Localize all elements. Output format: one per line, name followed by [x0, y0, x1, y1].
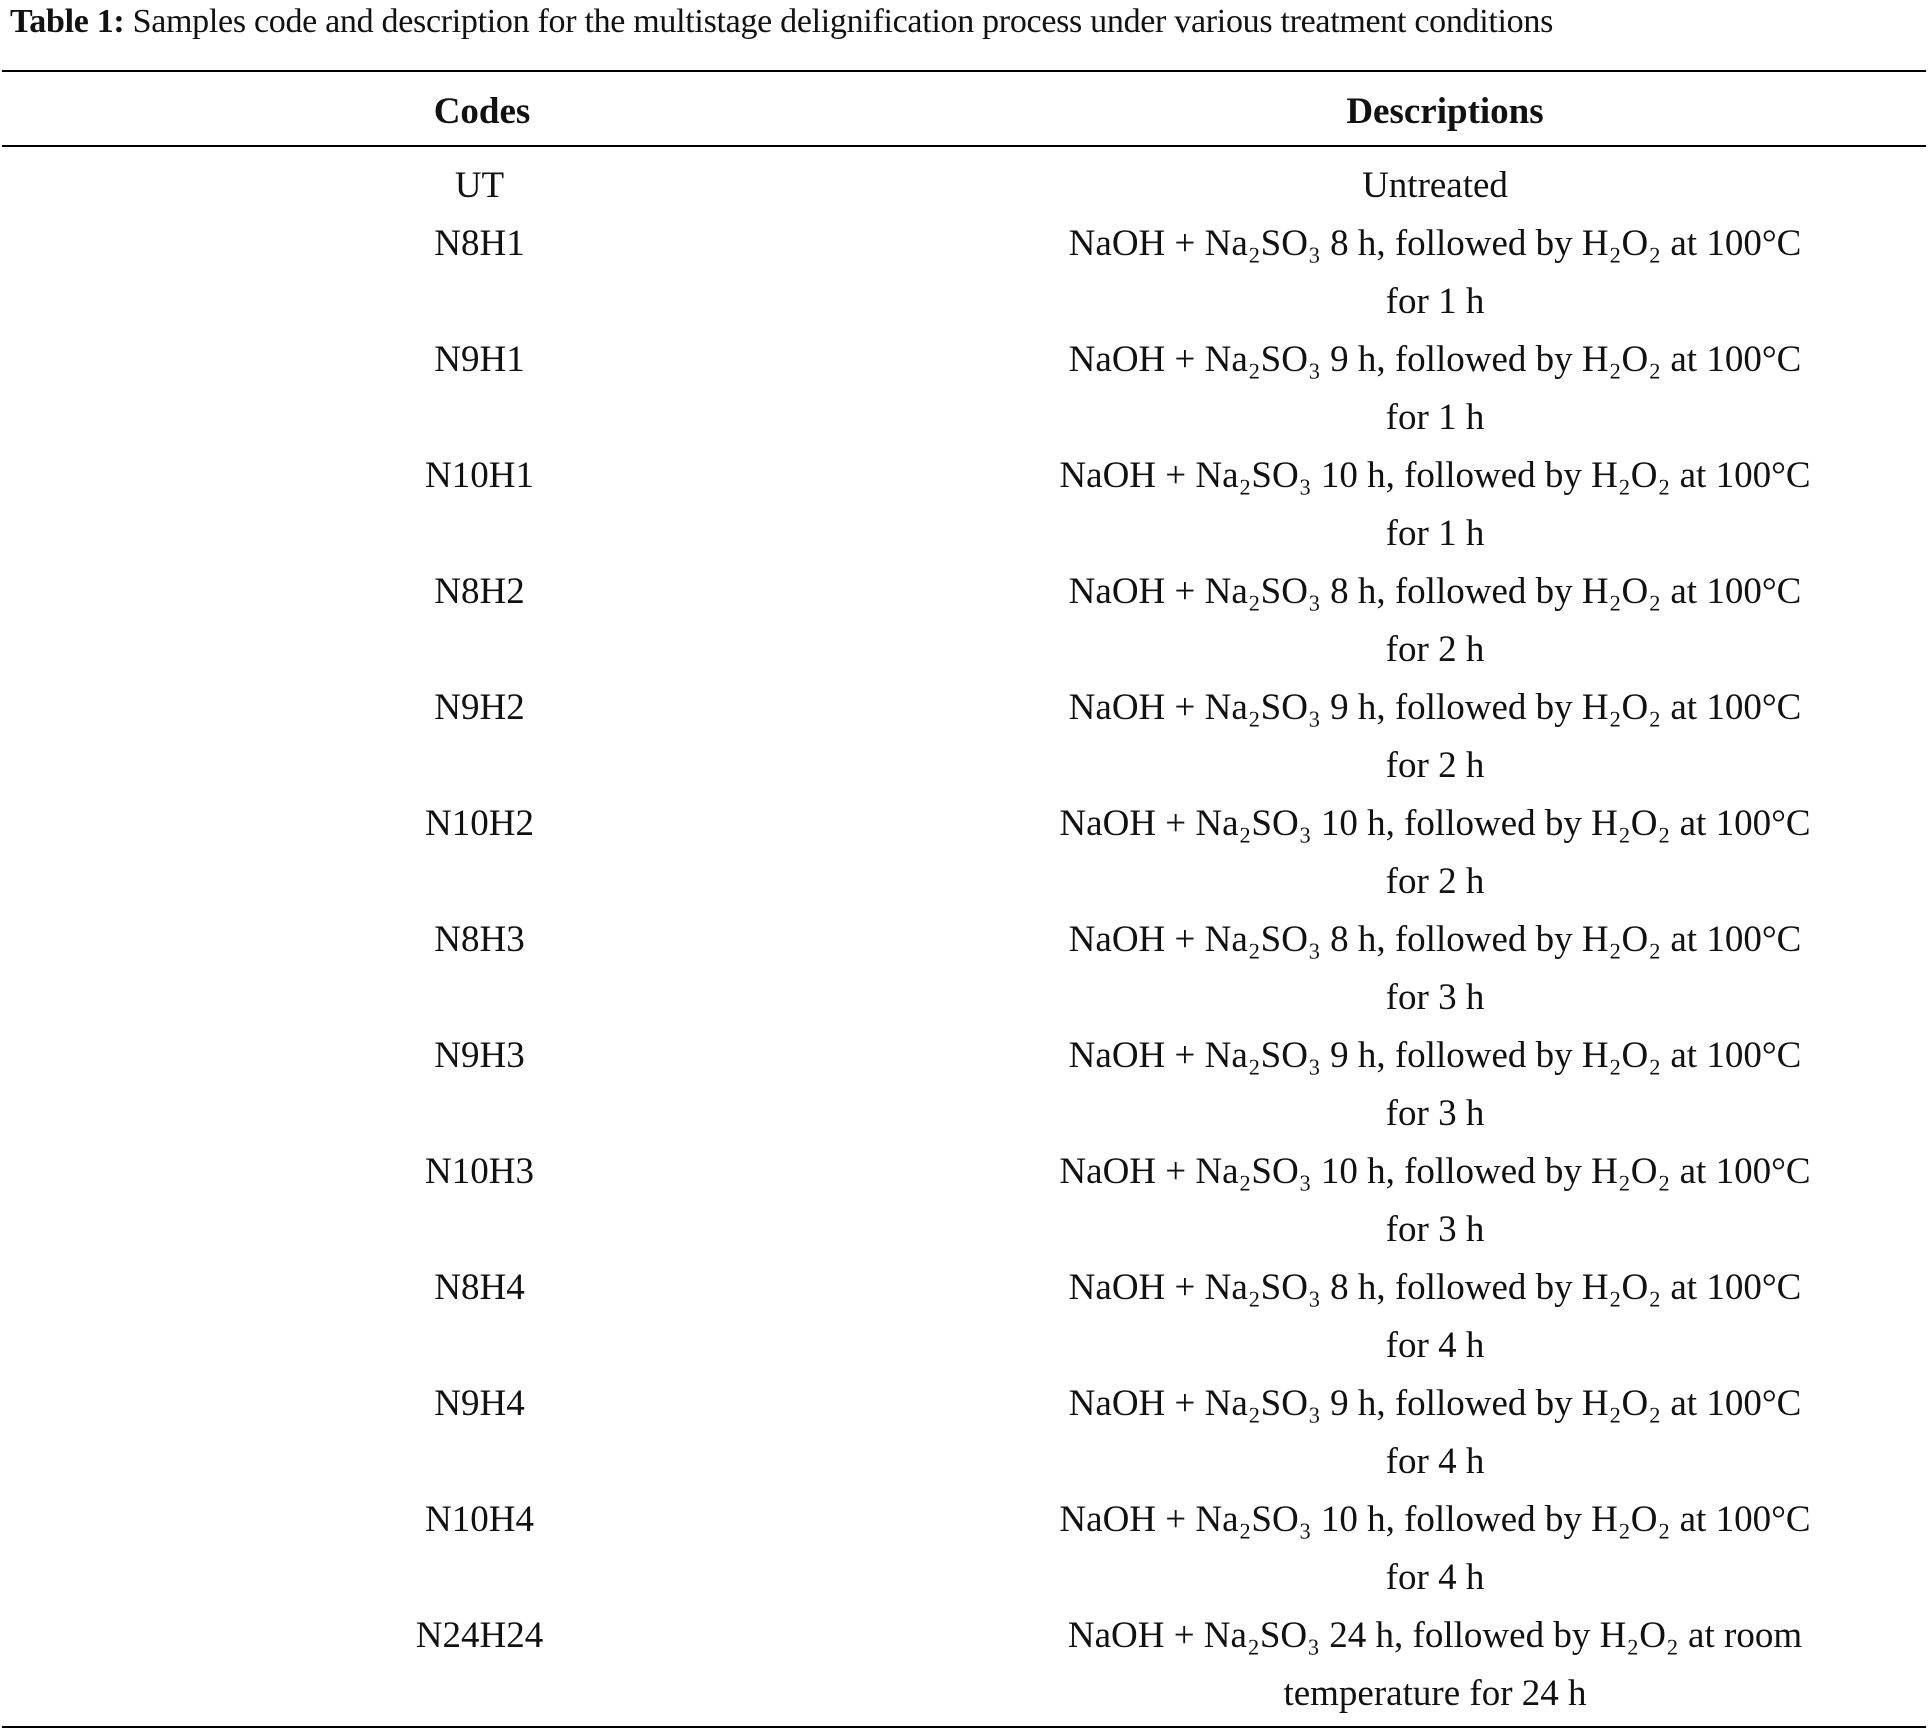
cell-code: N24H24 [415, 1615, 544, 1656]
description-line: NaOH + Na₂SO₃ 10 h, followed by H₂O₂ at 100°C [1059, 455, 1811, 496]
description-line: NaOH + Na₂SO₃ 9 h, followed by H₂O₂ at 100°C [1068, 1035, 1802, 1076]
cell-code: N10H3 [425, 1151, 534, 1192]
caption-text: Samples code and description for the multistage delignification process under various treatment conditions [132, 3, 1554, 40]
cell-description [940, 679, 1930, 795]
description-line: NaOH + Na₂SO₃ 9 h, followed by H₂O₂ at 100°C [1068, 339, 1802, 380]
cell-code: N9H4 [434, 1383, 525, 1424]
cell-code: N9H1 [434, 339, 525, 380]
cell-description [940, 1491, 1930, 1607]
table-row [0, 911, 1930, 1027]
table-row [0, 1375, 1930, 1491]
cell-description [940, 447, 1930, 563]
description-line: for 3 h [1385, 1093, 1485, 1134]
cell-description [940, 331, 1930, 447]
table-row [0, 1143, 1930, 1259]
description-line: for 3 h [1385, 977, 1485, 1018]
cell-description [940, 1027, 1930, 1143]
description-line: NaOH + Na₂SO₃ 24 h, followed by H₂O₂ at room [1067, 1615, 1803, 1656]
table-body [0, 157, 1930, 1723]
table-row [0, 563, 1930, 679]
description-line: NaOH + Na₂SO₃ 10 h, followed by H₂O₂ at 100°C [1059, 1151, 1811, 1192]
header-rule [2, 145, 1926, 147]
cell-description [940, 215, 1930, 331]
description-line: NaOH + Na₂SO₃ 9 h, followed by H₂O₂ at 100°C [1068, 1383, 1802, 1424]
description-line: NaOH + Na₂SO₃ 8 h, followed by H₂O₂ at 100°C [1068, 1267, 1802, 1308]
cell-description [940, 1375, 1930, 1491]
table-row [0, 1607, 1930, 1723]
table-row [0, 679, 1930, 795]
description-line: NaOH + Na₂SO₃ 8 h, followed by H₂O₂ at 100°C [1068, 571, 1802, 612]
table-caption [10, 0, 1925, 44]
header-codes: Codes [433, 91, 531, 132]
caption-label: Table 1: [10, 3, 125, 40]
description-line: for 2 h [1385, 745, 1485, 786]
table-row [0, 331, 1930, 447]
cell-code: UT [454, 165, 505, 206]
cell-code: N8H4 [434, 1267, 525, 1308]
description-line: for 1 h [1385, 513, 1485, 554]
description-line: for 4 h [1385, 1325, 1485, 1366]
cell-code: N9H3 [434, 1035, 525, 1076]
description-line: for 2 h [1385, 861, 1485, 902]
description-line: for 1 h [1385, 281, 1485, 322]
description-line: for 1 h [1385, 397, 1485, 438]
cell-description [940, 1143, 1930, 1259]
cell-code: N9H2 [434, 687, 525, 728]
table-row [0, 447, 1930, 563]
description-line: NaOH + Na₂SO₃ 8 h, followed by H₂O₂ at 100°C [1068, 919, 1802, 960]
description-line: NaOH + Na₂SO₃ 10 h, followed by H₂O₂ at 100°C [1059, 1499, 1811, 1540]
description-line: for 2 h [1385, 629, 1485, 670]
table-row [0, 1491, 1930, 1607]
bottom-rule [2, 1726, 1926, 1728]
table-row [0, 157, 1930, 215]
header-descriptions: Descriptions [1346, 91, 1544, 132]
cell-code: N10H2 [425, 803, 534, 844]
description-line: for 4 h [1385, 1441, 1485, 1482]
description-line: NaOH + Na₂SO₃ 8 h, followed by H₂O₂ at 100°C [1068, 223, 1802, 264]
cell-code: N10H4 [425, 1499, 534, 1540]
table-row [0, 795, 1930, 911]
cell-description [940, 1607, 1930, 1723]
cell-description [940, 1259, 1930, 1375]
cell-description [940, 795, 1930, 911]
cell-description [940, 911, 1930, 1027]
description-line: for 3 h [1385, 1209, 1485, 1250]
description-line: NaOH + Na₂SO₃ 9 h, followed by H₂O₂ at 100°C [1068, 687, 1802, 728]
top-rule [2, 70, 1926, 72]
description-line: Untreated [1362, 165, 1508, 206]
table-row [0, 1027, 1930, 1143]
cell-description [940, 563, 1930, 679]
cell-code: N10H1 [425, 455, 534, 496]
table-row [0, 1259, 1930, 1375]
cell-code: N8H2 [434, 571, 525, 612]
table-row [0, 215, 1930, 331]
description-line: temperature for 24 h [1283, 1673, 1587, 1714]
description-line: NaOH + Na₂SO₃ 10 h, followed by H₂O₂ at 100°C [1059, 803, 1811, 844]
cell-code: N8H3 [434, 919, 525, 960]
description-line: for 4 h [1385, 1557, 1485, 1598]
cell-code: N8H1 [434, 223, 525, 264]
cell-description [940, 157, 1930, 215]
